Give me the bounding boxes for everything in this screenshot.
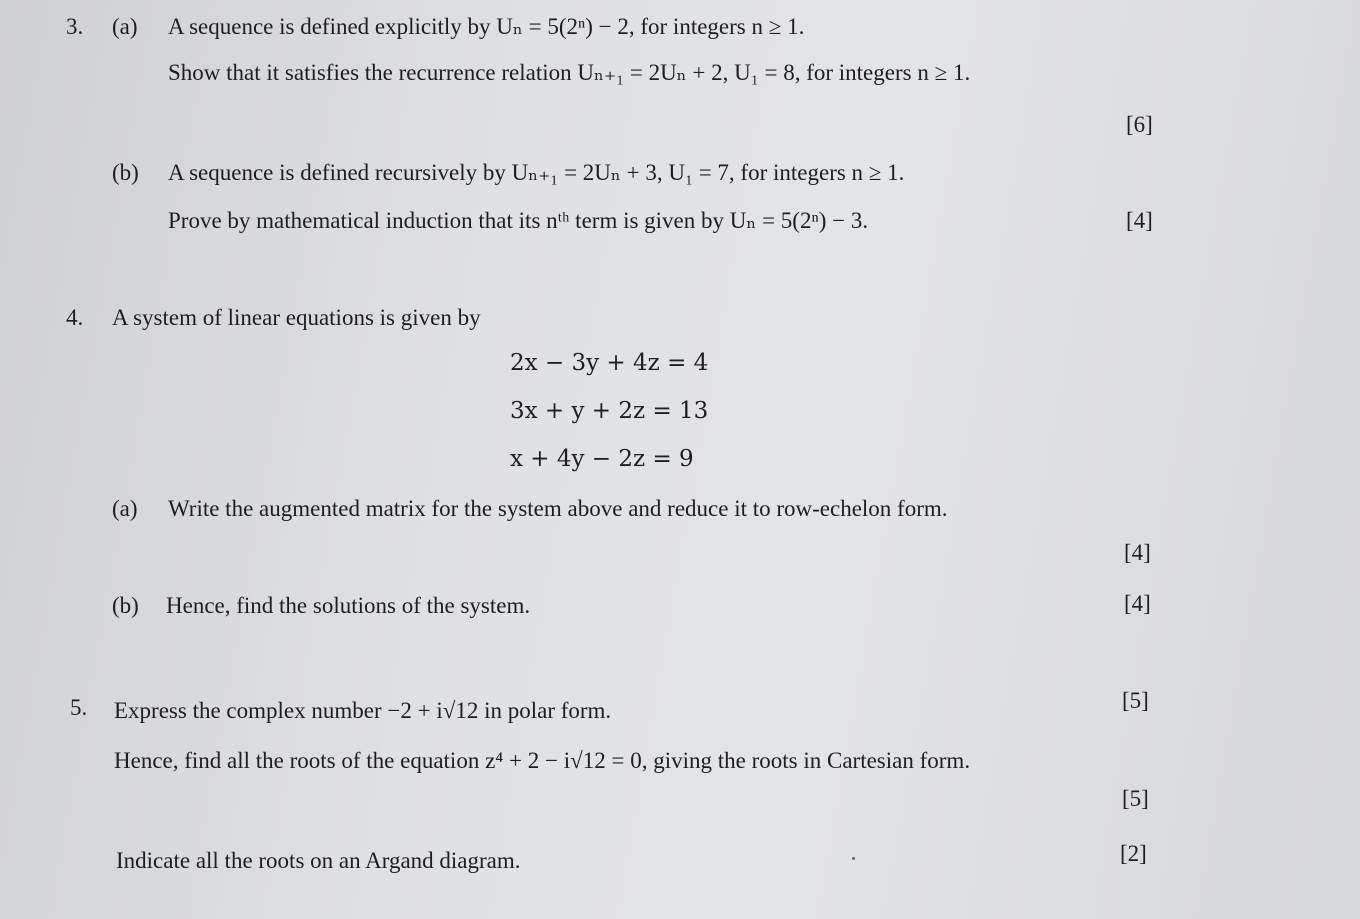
q3a-marks: [6] — [1126, 112, 1153, 137]
q3a-label: (a) — [112, 14, 138, 39]
q3b-line2: Prove by mathematical induction that its nᵗʰ term is given by Uₙ = 5(2ⁿ) − 3. — [168, 208, 869, 233]
q5-line2: Hence, find all the roots of the equation z⁴ + 2 − i√12 = 0, giving the roots in Cartesian form. — [114, 748, 971, 773]
q5-line1-marks: [5] — [1122, 688, 1149, 713]
q5-number: 5. — [70, 695, 88, 720]
q3b-line1: A sequence is defined recursively by Uₙ₊₁ = 2Uₙ + 3, U₁ = 7, for integers n ≥ 1. — [168, 160, 905, 185]
q4-equation-1: 2x − 3y + 4z = 4 — [510, 350, 709, 376]
q3a-line1: A sequence is defined explicitly by Uₙ = 5(2ⁿ) − 2, for integers n ≥ 1. — [168, 14, 805, 39]
q4a-text: Write the augmented matrix for the system above and reduce it to row-echelon form. — [168, 496, 948, 521]
q3b-label: (b) — [112, 160, 139, 185]
q4b-label: (b) — [112, 593, 139, 618]
q3a-line2: Show that it satisfies the recurrence relation Uₙ₊₁ = 2Uₙ + 2, U₁ = 8, for integers n ≥ 1. — [168, 60, 971, 85]
q4-equation-2: 3x + y + 2z = 13 — [510, 398, 709, 424]
q4a-marks: [4] — [1124, 540, 1151, 565]
q4a-label: (a) — [112, 496, 138, 521]
q3b-marks: [4] — [1126, 208, 1153, 233]
q4-equation-3: x + 4y − 2z = 9 — [510, 446, 694, 472]
q4b-text: Hence, find the solutions of the system. — [166, 593, 531, 618]
q5-line1: Express the complex number −2 + i√12 in polar form. — [114, 698, 612, 723]
q4-number: 4. — [66, 305, 84, 330]
q5-line3-marks: [2] — [1120, 841, 1147, 866]
q5-line2-marks: [5] — [1122, 786, 1149, 811]
q4b-marks: [4] — [1124, 591, 1151, 616]
q3-number: 3. — [66, 14, 84, 39]
q4-intro: A system of linear equations is given by — [112, 305, 481, 330]
paper-speck — [852, 857, 855, 860]
q5-line3: Indicate all the roots on an Argand diagram. — [116, 848, 521, 873]
